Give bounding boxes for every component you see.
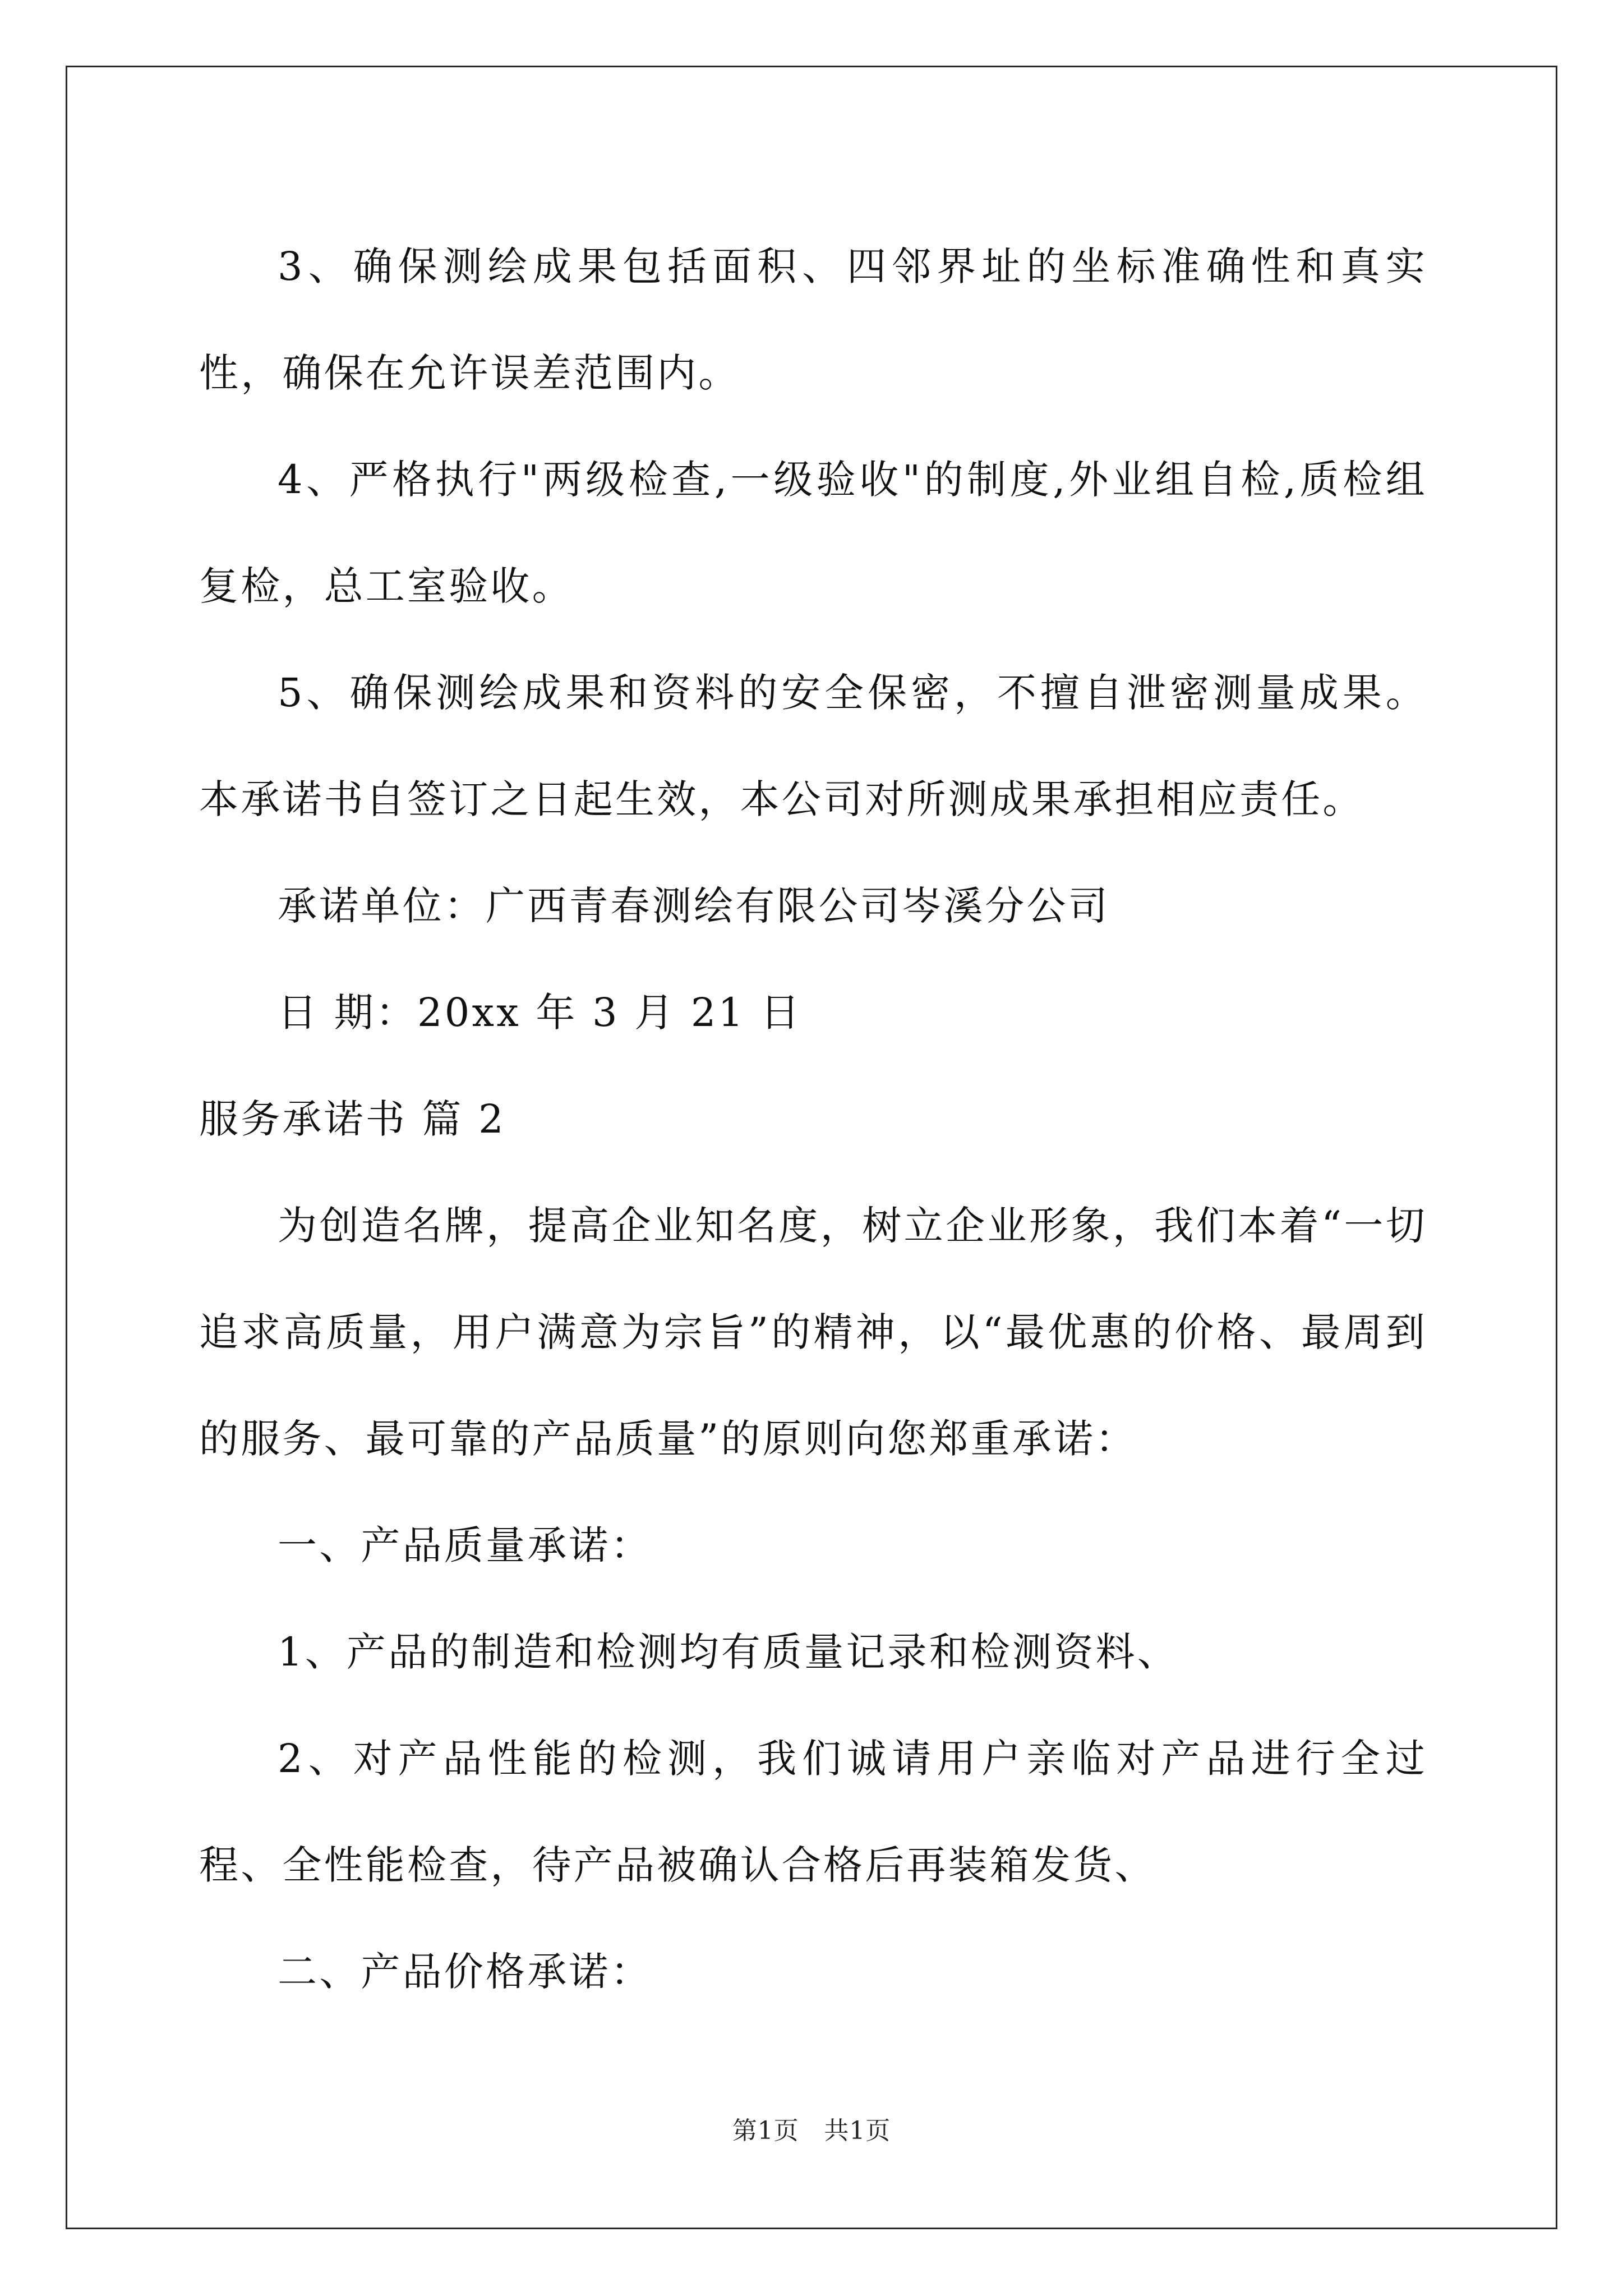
paragraph-item-5: 5、确保测绘成果和资料的安全保密，不擅自泄密测量成果。 本承诺书自签订之日起生效，本公司对所测成果承担相应责任。	[199, 670, 1427, 822]
subsection-quality: 一、产品质量承诺：	[278, 1522, 652, 1568]
intro-paragraph: 为创造名牌，提高企业知名度，树立企业形象，我们本着“一切追求高质量，用户满意为宗旨”的精神，以“最优惠的价格、最周到的服务、最可靠的产品质量”的原则向您郑重承诺：	[199, 1203, 1427, 1462]
section-heading: 服务承诺书 篇 2	[199, 1096, 506, 1142]
document-body	[199, 213, 1427, 2025]
quality-item-1: 1、产品的制造和检测均有质量记录和检测资料、	[278, 1629, 1179, 1675]
quality-item-2: 2、对产品性能的检测，我们诚请用户亲临对产品进行全过程、全性能检查，待产品被确认合格后再装箱发货、	[199, 1736, 1427, 1888]
signatory-unit: 承诺单位：广西青春测绘有限公司岑溪分公司	[278, 883, 1110, 929]
date-line: 日 期：20xx 年 3 月 21 日	[278, 990, 802, 1036]
subsection-price: 二、产品价格承诺：	[278, 1949, 652, 1995]
page-footer: 第1页 共1页	[732, 2116, 891, 2145]
paragraph-item-4: 4、严格执行"两级检查,一级验收"的制度,外业组自检,质检组复检，总工室验收。	[199, 457, 1427, 609]
paragraph-item-3: 3、确保测绘成果包括面积、四邻界址的坐标准确性和真实性，确保在允许误差范围内。	[199, 243, 1427, 396]
